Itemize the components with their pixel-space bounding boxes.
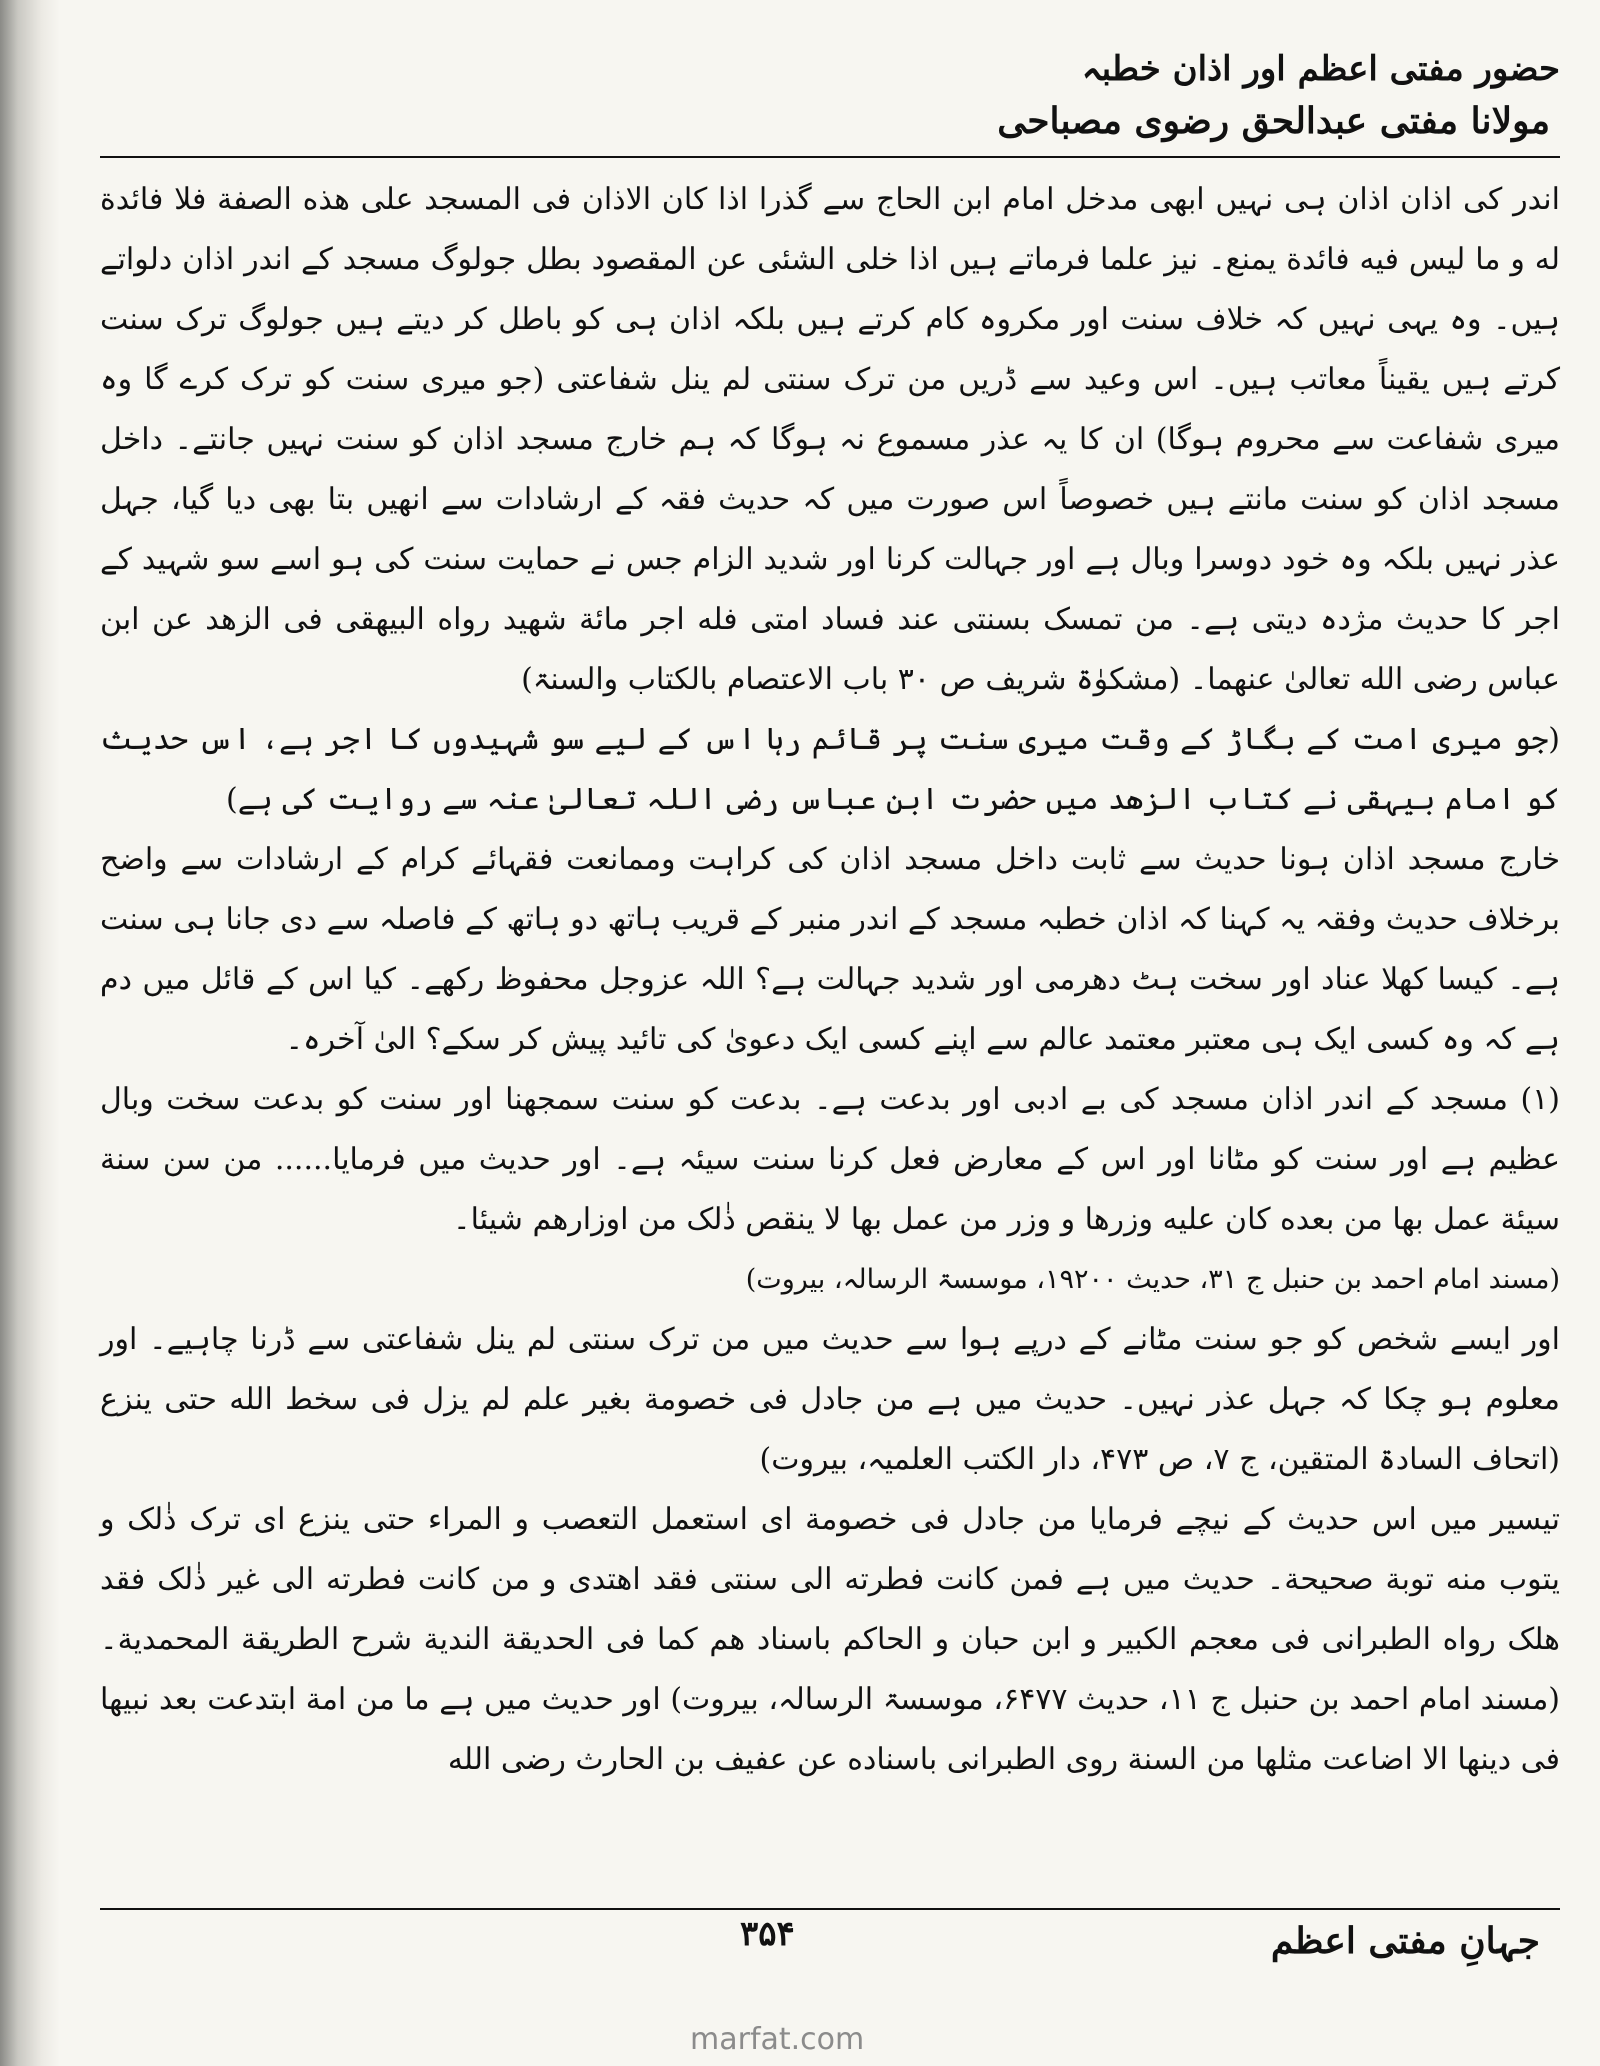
book-page	[100, 40, 1560, 2030]
header-divider	[100, 156, 1560, 158]
page-body	[100, 170, 1560, 1790]
paragraph-1: اندر کی اذان اذان ہی نہیں ابھی مدخل امام ابن الحاج سے گذرا اذا کان الاذان فی المسجد علی هذه الصفة فلا فائدة له و ما لیس فیه فائدة یمنع۔ نیز علما فرماتے ہیں اذا خلی الشئی عن المقصود بطل جولوگ مسجد کے اندر اذان دلواتے ہیں۔ وہ یہی نہیں کہ خلاف سنت اور مکروہ کام کرتے ہیں بلکہ اذان ہی کو باطل کر دیتے ہیں جولوگ ترک سنت کرتے ہیں یقیناً معاتب ہیں۔ اس وعید سے ڈریں من ترک سنتی لم ینل شفاعتی (جو میری سنت کو ترک کرے گا وہ میری شفاعت سے محروم ہوگا) ان کا یہ عذر مسموع نہ ہوگا کہ ہم خارج مسجد اذان کو سنت نہیں جانتے۔ داخل مسجد اذان کو سنت مانتے ہیں خصوصاً اس صورت میں کہ حدیث فقہ کے ارشادات سے انھیں بتا بھی دیا گیا، جہل عذر نہیں بلکہ وہ خود دوسرا وبال ہے اور جہالت کرنا اور شدید الزام جس نے حمایت سنت کی ہو اسے سو شہید کے اجر کا حدیث مژدہ دیتی ہے۔ من تمسک بسنتی عند فساد امتی فله اجر مائة شهید رواه البیهقی فی الزهد عن ابن عباس رضی الله تعالیٰ عنهما۔ (مشکوٰۃ شریف ص ۳۰ باب الاعتصام بالکتاب والسنۃ)	[100, 182, 1560, 697]
paragraph-7: تیسیر میں اس حدیث کے نیچے فرمایا من جادل فی خصومة ای استعمل التعصب و المراء حتی ینزع ای ترک ذٰلک و یتوب منه توبة صحیحة۔ حدیث میں ہے فمن کانت فطرته الی سنتی فقد اهتدی و من کانت فطرته الی غیر ذٰلک فقد هلک رواه الطبرانی فی معجم الکبیر و ابن حبان و الحاکم باسناد هم کما فی الحدیقة الندیة شرح الطریقة المحمدیة۔ (مسند امام احمد بن حنبل ج ۱۱، حدیث ۶۴۷۷، موسسۃ الرسالہ، بیروت) اور حدیث میں ہے ما من امة ابتدعت بعد نبیها فی دینها الا اضاعت مثلها من السنة روی الطبرانی باسناده عن عفیف بن الحارث رضی الله	[100, 1502, 1560, 1777]
watermark: marfat.com	[690, 2022, 865, 2057]
book-binding-shadow	[0, 0, 60, 2066]
citation-musnad: (مسند امام احمد بن حنبل ج ۳۱، حدیث ۱۹۲۰۰، موسسۃ الرسالہ، بیروت)	[745, 1264, 1560, 1295]
page-header	[100, 40, 1560, 150]
paragraph-6: اور ایسے شخص کو جو سنت مٹانے کے درپے ہوا سے حدیث میں من ترک سنتی لم ینل شفاعتی سے ڈرنا چاہیے۔ اور معلوم ہو چکا کہ جہل عذر نہیں۔ حدیث میں ہے من جادل فی خصومة بغیر علم لم یزل فی سخط الله حتی ینزع (اتحاف السادۃ المتقین، ج ۷، ص ۴۷۳، دار الکتب العلمیہ، بیروت)	[100, 1322, 1560, 1477]
paragraph-4: (۱) مسجد کے اندر اذان مسجد کی بے ادبی اور بدعت ہے۔ بدعت کو سنت سمجھنا اور سنت کو بدعت سخت وبال عظیم ہے اور سنت کو مٹانا اور اس کے معارض فعل کرنا سنت سیئہ ہے۔ اور حدیث میں فرمایا...... من سن سنة سیئة عمل بها من بعده کان علیه وزرها و وزر من عمل بها لا ینقص ذٰلک من اوزارهم شیئا۔	[100, 1082, 1560, 1237]
footer-divider	[100, 1908, 1560, 1910]
running-title: حضور مفتی اعظم اور اذان خطبہ	[1081, 49, 1560, 89]
paragraph-2: (جو میری امت کے بگاڑ کے وقت میری سنت پر قائم رہا اس کے لیے سو شہیدوں کا اجر ہے، اس حدیث کو امام بیہقی نے کتاب الزھد میں حضرت ابن عباس رضی اللہ تعالیٰ عنہ سے روایت کی ہے)	[100, 722, 1560, 817]
page-number: ۳۵۴	[740, 1914, 795, 1954]
paragraph-3: خارج مسجد اذان ہونا حدیث سے ثابت داخل مسجد اذان کی کراہت وممانعت فقہائے کرام کے ارشادات سے واضح برخلاف حدیث وفقہ یہ کہنا کہ اذان خطبہ مسجد کے اندر منبر کے قریب ہاتھ دو ہاتھ کے فاصلہ سے دی جانا ہی سنت ہے۔ کیسا کھلا عناد اور سخت ہٹ دھرمی اور شدید جہالت ہے؟ اللہ عزوجل محفوظ رکھے۔ کیا اس کے قائل میں دم ہے کہ وہ کسی ایک ہی معتبر معتمد عالم سے اپنے کسی ایک دعویٰ کی تائید پیش کر سکے؟ الیٰ آخرہ۔	[100, 842, 1560, 1057]
author-name: مولانا مفتی عبدالحق رضوی مصباحی	[997, 100, 1550, 142]
footer-book-title: جہانِ مفتی اعظم	[1270, 1920, 1540, 1962]
